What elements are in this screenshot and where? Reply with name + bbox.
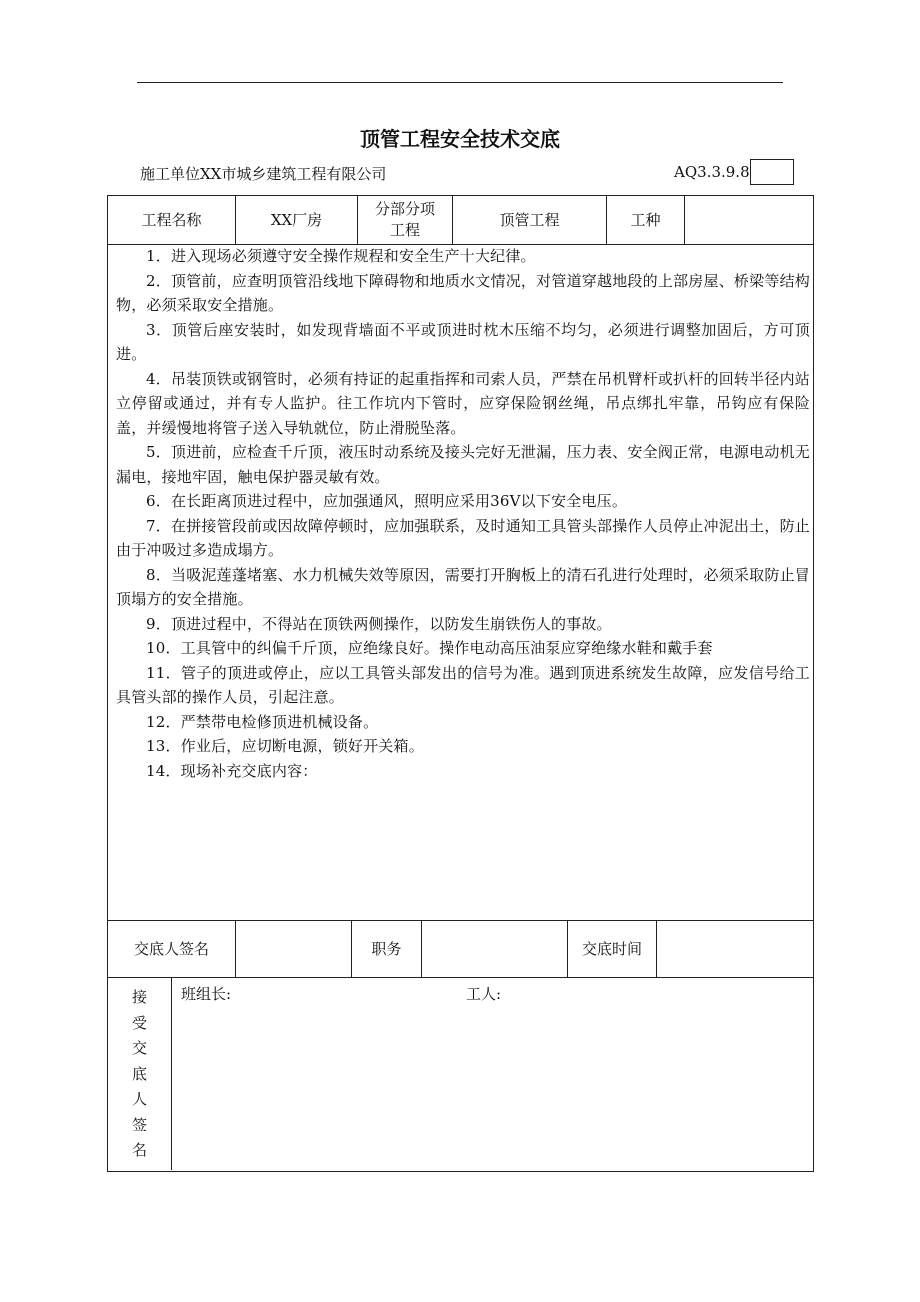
presenter-signature-field[interactable] — [236, 921, 351, 977]
disclosure-item: 8．当吸泥莲蓬堵塞、水力机械失效等原因，需要打开胸板上的清石孔进行处理时，必须采取防止冒顶塌方的安全措施。 — [116, 565, 810, 608]
construction-unit: 施工单位XX市城乡建筑工程有限公司 — [140, 165, 387, 183]
disclosure-item: 5．顶进前，应检查千斤顶，液压时动系统及接头完好无泄漏，压力表、安全阀正常，电源电动机无漏电，接地牢固，触电保护器灵敏有效。 — [116, 443, 810, 486]
worker-label: 工人: — [466, 985, 502, 1003]
trade-label: 工种 — [630, 210, 661, 229]
page-title: 顶管工程安全技术交底 — [360, 127, 560, 151]
trade-value[interactable] — [685, 196, 812, 244]
receiver-col-divider — [171, 977, 172, 1170]
project-name-value: XX厂房 — [270, 210, 323, 229]
presenter-signature-label: 交底人签名 — [133, 939, 209, 958]
disclosure-item: 11．管子的顶进或停止，应以工具管头部发出的信号为准。遇到顶进系统发生故障，应发信号给工具管头部的操作人员，引起注意。 — [116, 663, 810, 706]
disclosure-item: 7．在拼接管段前或因故障停顿时，应加强联系，及时通知工具管头部操作人员停止冲泥出土，防止由于冲吸过多造成塌方。 — [116, 516, 810, 559]
position-label: 职务 — [371, 939, 402, 958]
team-leader-label: 班组长: — [181, 985, 232, 1003]
disclosure-item: 13．作业后，应切断电源，锁好开关箱。 — [146, 737, 424, 755]
disclosure-item: 14．现场补充交底内容： — [146, 761, 318, 780]
sub-item-value: 顶管工程 — [499, 210, 560, 229]
disclosure-item: 10．工具管中的纠偏千斤顶，应绝缘良好。操作电动高压油泵应穿绝缘水鞋和戴手套 — [146, 639, 713, 657]
disclosure-item: 1．进入现场必须遵守安全操作规程和安全生产十大纪律。 — [146, 247, 536, 265]
sub-item-label: 分部分项工程 — [374, 200, 435, 239]
form-code-box[interactable] — [750, 159, 794, 185]
disclosure-item: 4．吊装顶铁或钢管时，必须有持证的起重指挥和司索人员，严禁在吊机臂杆或扒杆的回转半径内站立停留或通过，并有专人监护。往工作坑内下管时，应穿保险钢丝绳，吊点绑扎牢靠，吊钩应有保险盖，并缓慢地将管子送入导轨就位，防止滑脱坠落。 — [116, 369, 810, 437]
position-field[interactable] — [422, 921, 567, 977]
disclosure-time-label: 交底时间 — [581, 939, 642, 958]
disclosure-item: 12．严禁带电检修顶进机械设备。 — [146, 712, 379, 731]
header-rule — [137, 82, 783, 83]
disclosure-item: 3．顶管后座安装时，如发现背墙面不平或顶进时枕木压缩不均匀，必须进行调整加固后，方可顶进。 — [116, 320, 810, 363]
project-name-label: 工程名称 — [141, 210, 202, 229]
receiver-signature-label: 接 受 交 底 人 签 名 — [131, 988, 147, 1159]
disclosure-content — [116, 244, 810, 783]
form-code: AQ3.3.9.8 — [674, 163, 750, 181]
disclosure-item: 9．顶进过程中，不得站在顶铁两侧操作，以防发生崩铁伤人的事故。 — [146, 614, 612, 633]
sign-row-bottom-divider — [107, 977, 813, 978]
disclosure-time-field[interactable] — [657, 921, 812, 977]
disclosure-item: 2．顶管前，应查明顶管沿线地下障碍物和地质水文情况，对管道穿越地段的上部房屋、桥梁等结构物，必须采取安全措施。 — [116, 271, 810, 314]
disclosure-item: 6．在长距离顶进过程中，应加强通风，照明应采用36V以下安全电压。 — [146, 492, 628, 510]
